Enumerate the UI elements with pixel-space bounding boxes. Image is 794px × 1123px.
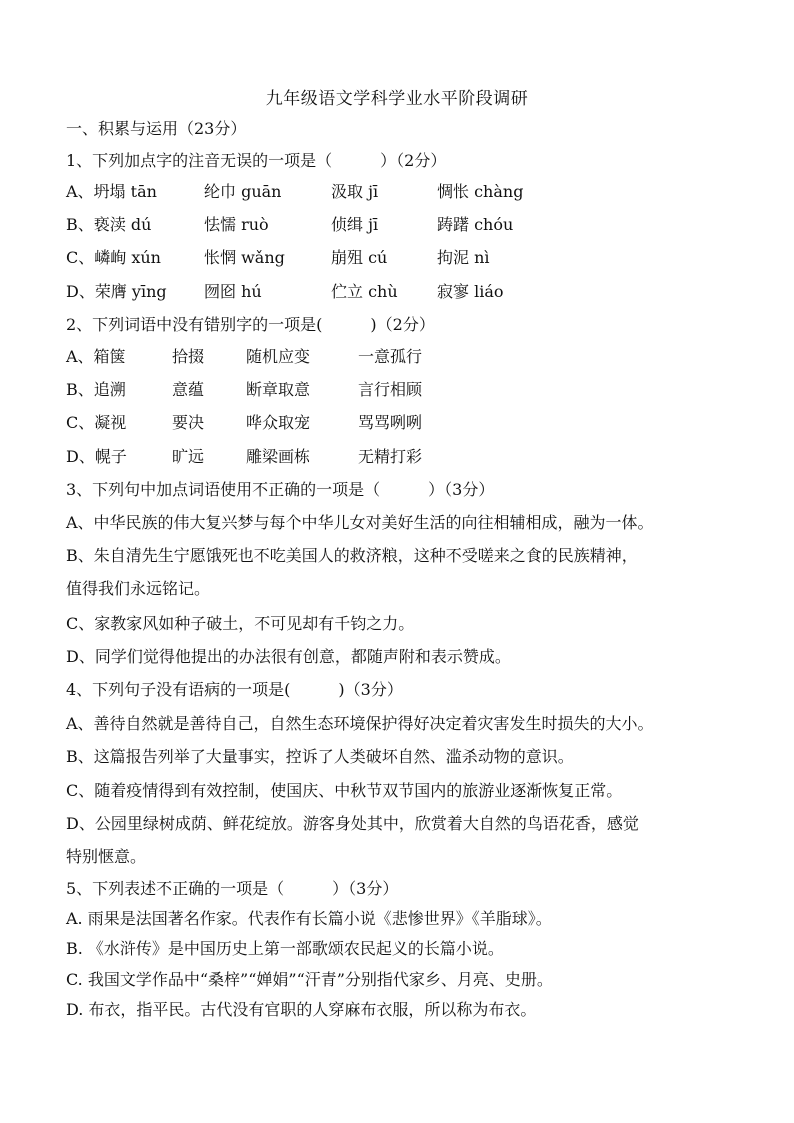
q2-option: 哗众取宠	[246, 413, 311, 432]
question-1-stem: 1、下列加点字的注音无误的一项是（ ）（2分）	[66, 151, 447, 170]
q5-option-b: B. 《水浒传》是中国历史上第一部歌颂农民起义的长篇小说。	[66, 939, 504, 958]
q1-option: 踌躇 chóu	[437, 215, 514, 234]
question-3-stem: 3、下列句中加点词语使用不正确的一项是（ ）（3分）	[66, 480, 495, 499]
q2-option: 雕梁画栋	[246, 447, 311, 466]
q4-option-c: C、随着疫情得到有效控制，使国庆、中秋节双节国内的旅游业逐渐恢复正常。	[66, 781, 623, 800]
q4-option-a: A、善待自然就是善待自己，自然生态环境保护得好决定着灾害发生时损失的大小。	[66, 714, 654, 733]
q1-option: 拘泥 nì	[437, 248, 490, 267]
q2-option: B、追溯	[66, 380, 126, 399]
q2-option: 要决	[172, 413, 205, 432]
q1-option: 寂寥 liáo	[437, 282, 504, 301]
q2-option: 一意孤行	[358, 347, 423, 366]
q1-option: A、坍塌 tān	[66, 182, 157, 201]
q2-option: 无精打彩	[358, 447, 423, 466]
q1-option: 汲取 jī	[331, 182, 379, 201]
q3-option-b: B、朱自清先生宁愿饿死也不吃美国人的救济粮，这种不受嗟来之食的民族精神，	[66, 546, 638, 565]
q3-option-d: D、同学们觉得他提出的办法很有创意，都随声附和表示赞成。	[66, 647, 511, 666]
question-4-stem: 4、下列句子没有语病的一项是( )（3分）	[66, 680, 403, 699]
q2-option: 意蕴	[172, 380, 205, 399]
q2-option: A、箱箧	[66, 347, 126, 366]
q4-option-d: D、公园里绿树成荫、鲜花绽放。游客身处其中，欣赏着大自然的鸟语花香，感觉	[66, 814, 639, 833]
q1-option: D、荣膺 yīng	[66, 282, 167, 301]
q4-option-b: B、这篇报告列举了大量事实，控诉了人类破坏自然、滥杀动物的意识。	[66, 747, 574, 766]
q2-option: 随机应变	[246, 347, 311, 366]
question-2-stem: 2、下列词语中没有错别字的一项是( )（2分）	[66, 315, 435, 334]
q2-option: 拾掇	[172, 347, 205, 366]
q1-option: 侦缉 jī	[331, 215, 379, 234]
q5-option-a: A. 雨果是法国著名作家。代表作有长篇小说《悲惨世界》《羊脂球》。	[66, 909, 552, 928]
question-5-stem: 5、下列表述不正确的一项是（ ）（3分）	[66, 879, 399, 898]
q1-option: 纶巾 guān	[204, 182, 282, 201]
q3-option-b-continued: 值得我们永远铭记。	[66, 579, 211, 598]
q2-option: D、幌子	[66, 447, 127, 466]
q1-option: 崩殂 cú	[331, 248, 388, 267]
q2-option: 言行相顾	[358, 380, 423, 399]
section-heading: 一、积累与运用（23分）	[66, 119, 247, 138]
q1-option: C、嶙峋 xún	[66, 248, 161, 267]
q5-option-d: D. 布衣，指平民。古代没有官职的人穿麻布衣服，所以称为布衣。	[66, 1000, 537, 1019]
q2-option: 旷远	[172, 447, 205, 466]
page-title: 九年级语文学科学业水平阶段调研	[265, 89, 529, 109]
q2-option: C、凝视	[66, 413, 127, 432]
q1-option: 惆怅 chàng	[437, 182, 524, 201]
q2-option: 骂骂咧咧	[358, 413, 423, 432]
q3-option-c: C、家教家风如种子破土，不可见却有千钧之力。	[66, 614, 415, 633]
q2-option: 断章取意	[246, 380, 311, 399]
q1-option: 囫囵 hú	[204, 282, 262, 301]
q4-option-d-continued: 特别惬意。	[66, 847, 147, 866]
q5-option-c: C. 我国文学作品中“桑梓”“婵娟”“汗青”分别指代家乡、月亮、史册。	[66, 970, 553, 989]
q1-option: 怯懦 ruò	[204, 215, 269, 234]
q1-option: 怅惘 wǎng	[204, 248, 285, 267]
q3-option-a: A、中华民族的伟大复兴梦与每个中华儿女对美好生活的向往相辅相成，融为一体。	[66, 513, 654, 532]
q1-option: 伫立 chù	[331, 282, 398, 301]
q1-option: B、亵渎 dú	[66, 215, 152, 234]
